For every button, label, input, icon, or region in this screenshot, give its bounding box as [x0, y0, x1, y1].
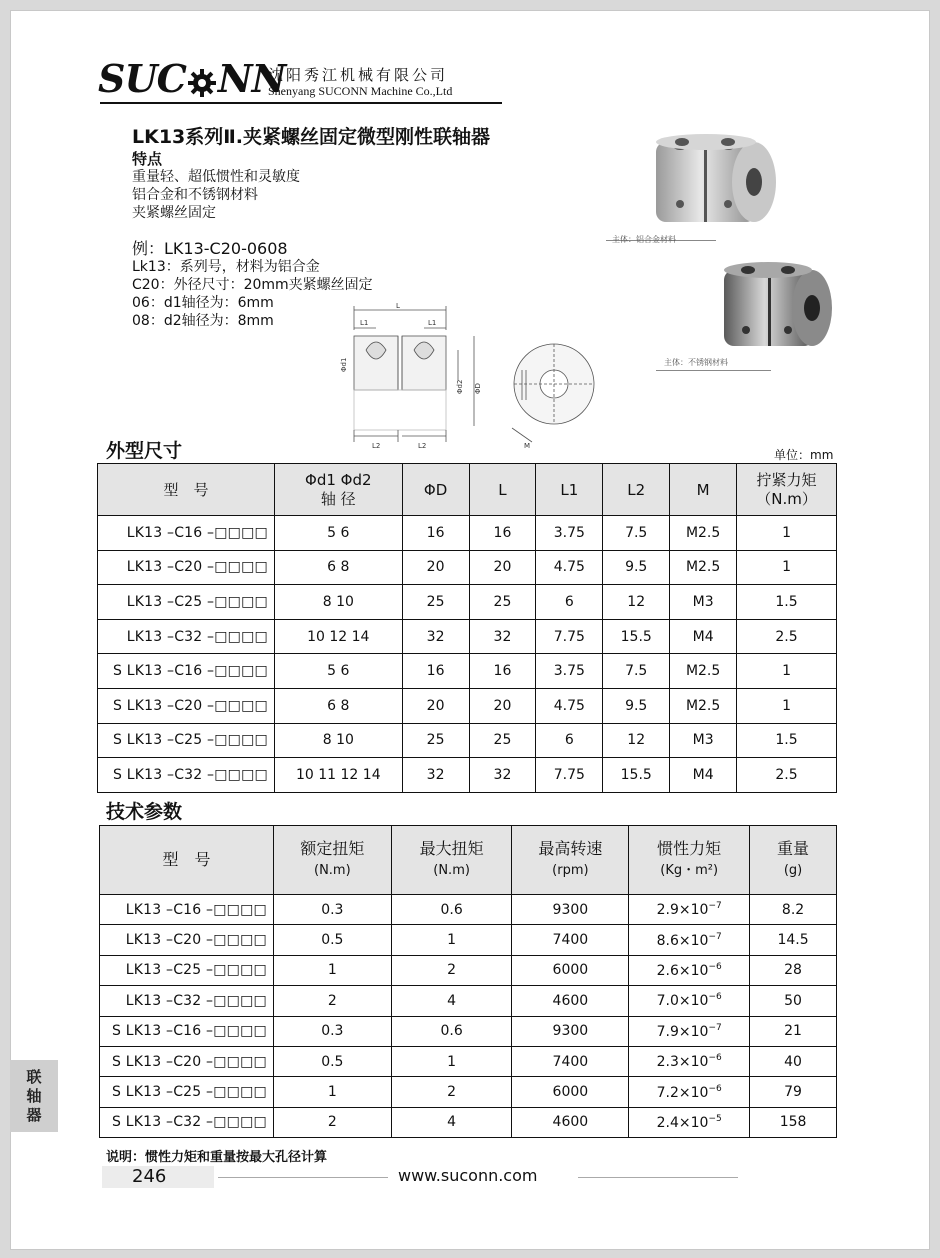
- cell-max-torque: 0.6: [391, 895, 512, 925]
- cell-model: LK13 –C25 –□□□□: [98, 585, 275, 620]
- caption-leader: [656, 370, 771, 371]
- example-line: 06：d1轴径为：6mm: [132, 295, 274, 311]
- dim-M-label: M: [524, 442, 531, 450]
- company-name-cn: 沈阳秀江机械有限公司: [268, 66, 449, 84]
- cell-rated-torque: 0.3: [273, 895, 391, 925]
- cell-L1: 7.75: [536, 619, 603, 654]
- cell-L: 32: [469, 758, 536, 793]
- cell-L2: 9.5: [603, 688, 670, 723]
- col-header-max-torque: 最大扭矩 (N.m): [391, 826, 512, 895]
- cell-max-speed: 9300: [512, 1016, 629, 1046]
- cell-max-torque: 1: [391, 925, 512, 955]
- cell-torque: 1: [737, 550, 837, 585]
- col-header-max-speed: 最高转速 (rpm): [512, 826, 629, 895]
- cell-L1: 3.75: [536, 654, 603, 689]
- cell-L2: 12: [603, 723, 670, 758]
- cell-inertia: $2.6\times 10^{-6}$: [629, 955, 750, 985]
- cell-D: 20: [402, 688, 469, 723]
- cell-M: M3: [670, 723, 737, 758]
- footer-rule-left: [218, 1177, 388, 1178]
- cell-rated-torque: 1: [273, 1077, 391, 1107]
- cell-max-torque: 4: [391, 1107, 512, 1137]
- table-row: [98, 758, 837, 793]
- website-link[interactable]: www.suconn.com: [398, 1166, 538, 1185]
- cell-L: 20: [469, 688, 536, 723]
- cell-max-torque: 0.6: [391, 1016, 512, 1046]
- cell-L1: 4.75: [536, 550, 603, 585]
- feature-item: 夹紧螺丝固定: [132, 205, 216, 221]
- table-row: [98, 516, 837, 551]
- feature-item: 重量轻、超低惯性和灵敏度: [132, 169, 300, 185]
- cell-weight: 79: [750, 1077, 837, 1107]
- cell-inertia: $7.0\times 10^{-6}$: [629, 986, 750, 1016]
- cell-L2: 15.5: [603, 619, 670, 654]
- steel-coupling-photo: [718, 252, 838, 352]
- header-rule: [100, 102, 502, 104]
- table-row: [98, 688, 837, 723]
- dim-L1-label-right: L1: [428, 319, 437, 327]
- technical-drawing: [336, 300, 616, 450]
- cell-L1: 7.75: [536, 758, 603, 793]
- cell-weight: 8.2: [750, 895, 837, 925]
- gear-icon: [187, 68, 217, 98]
- table-row: [100, 895, 837, 925]
- cell-bore: 6 8: [274, 550, 402, 585]
- steel-caption: 主体：不锈钢材料: [664, 358, 728, 367]
- cell-model: S LK13 –C25 –□□□□: [98, 723, 275, 758]
- cell-L: 16: [469, 516, 536, 551]
- cell-max-speed: 9300: [512, 895, 629, 925]
- cell-model: LK13 –C20 –□□□□: [98, 550, 275, 585]
- cell-torque: 1: [737, 688, 837, 723]
- cell-model: LK13 –C32 –□□□□: [100, 986, 274, 1016]
- cell-L2: 7.5: [603, 516, 670, 551]
- cell-inertia: $7.9\times 10^{-7}$: [629, 1016, 750, 1046]
- cell-D: 20: [402, 550, 469, 585]
- cell-inertia: $2.4\times 10^{-5}$: [629, 1107, 750, 1137]
- specs-table: [99, 825, 837, 1138]
- col-header-inertia: 惯性力矩 (Kg・m²): [629, 826, 750, 895]
- dim-L2-label-right: L2: [418, 442, 427, 450]
- cell-max-speed: 6000: [512, 1077, 629, 1107]
- cell-D: 25: [402, 585, 469, 620]
- cell-torque: 1.5: [737, 723, 837, 758]
- table-row: [98, 550, 837, 585]
- cell-max-torque: 2: [391, 1077, 512, 1107]
- cell-inertia: $7.2\times 10^{-6}$: [629, 1077, 750, 1107]
- cell-model: S LK13 –C32 –□□□□: [98, 758, 275, 793]
- cell-M: M4: [670, 758, 737, 793]
- cell-model: S LK13 –C25 –□□□□: [100, 1077, 274, 1107]
- cell-max-speed: 4600: [512, 1107, 629, 1137]
- cell-M: M4: [670, 619, 737, 654]
- cell-M: M2.5: [670, 688, 737, 723]
- suconn-logo: SUC NN: [98, 56, 286, 101]
- cell-L1: 6: [536, 723, 603, 758]
- table-row: [100, 1077, 837, 1107]
- cell-bore: 10 12 14: [274, 619, 402, 654]
- specs-section-title: 技术参数: [106, 801, 183, 823]
- cell-max-speed: 7400: [512, 925, 629, 955]
- cell-rated-torque: 2: [273, 1107, 391, 1137]
- page-number: 246: [132, 1166, 167, 1187]
- cell-torque: 2.5: [737, 619, 837, 654]
- cell-rated-torque: 2: [273, 986, 391, 1016]
- col-header-weight: 重量 (g): [750, 826, 837, 895]
- calculation-note: 说明：惯性力矩和重量按最大孔径计算: [106, 1150, 328, 1165]
- features-block: [132, 150, 300, 222]
- cell-D: 25: [402, 723, 469, 758]
- cell-L2: 7.5: [603, 654, 670, 689]
- cell-D: 32: [402, 619, 469, 654]
- cell-rated-torque: 0.5: [273, 925, 391, 955]
- side-tab-couplings: 联轴器: [10, 1060, 58, 1132]
- cell-torque: 1: [737, 516, 837, 551]
- dimensions-table: [97, 463, 837, 793]
- cell-max-torque: 1: [391, 1046, 512, 1076]
- cell-L: 32: [469, 619, 536, 654]
- aluminum-coupling-photo: [650, 120, 780, 230]
- table-row: [98, 654, 837, 689]
- cell-torque: 1: [737, 654, 837, 689]
- example-line: 08：d2轴径为：8mm: [132, 313, 274, 329]
- table-row: [100, 925, 837, 955]
- cell-D: 16: [402, 654, 469, 689]
- table-row: [98, 585, 837, 620]
- dim-L-label: L: [396, 302, 400, 310]
- cell-bore: 5 6: [274, 654, 402, 689]
- cell-weight: 50: [750, 986, 837, 1016]
- example-line: C20：外径尺寸：20mm夹紧螺丝固定: [132, 277, 373, 293]
- cell-weight: 28: [750, 955, 837, 985]
- table-header-row: [100, 826, 837, 895]
- cell-bore: 6 8: [274, 688, 402, 723]
- cell-model: S LK13 –C32 –□□□□: [100, 1107, 274, 1137]
- cell-L2: 12: [603, 585, 670, 620]
- col-header-rated-torque: 额定扭矩 (N.m): [273, 826, 391, 895]
- cell-bore: 10 11 12 14: [274, 758, 402, 793]
- dim-L1-label-left: L1: [360, 319, 369, 327]
- cell-L1: 6: [536, 585, 603, 620]
- cell-weight: 21: [750, 1016, 837, 1046]
- table-row: [98, 723, 837, 758]
- cell-bore: 8 10: [274, 585, 402, 620]
- cell-L: 25: [469, 585, 536, 620]
- dim-L2-label-left: L2: [372, 442, 381, 450]
- cell-rated-torque: 1: [273, 955, 391, 985]
- company-name-en: Shenyang SUCONN Machine Co.,Ltd: [268, 84, 453, 98]
- product-title: LK13系列Ⅱ.夹紧螺丝固定微型刚性联轴器: [132, 126, 491, 148]
- cell-model: S LK13 –C16 –□□□□: [100, 1016, 274, 1046]
- cell-weight: 40: [750, 1046, 837, 1076]
- cell-M: M2.5: [670, 654, 737, 689]
- cell-inertia: $2.9\times 10^{-7}$: [629, 895, 750, 925]
- col-header-L: L: [469, 464, 536, 516]
- dim-D-label: ΦD: [474, 383, 482, 394]
- cell-model: S LK13 –C20 –□□□□: [98, 688, 275, 723]
- col-header-bore: Φd1 Φd2 轴 径: [274, 464, 402, 516]
- col-header-M: M: [670, 464, 737, 516]
- cell-max-speed: 4600: [512, 986, 629, 1016]
- cell-M: M2.5: [670, 550, 737, 585]
- col-header-torque: 拧紧力矩 （N.m）: [737, 464, 837, 516]
- feature-item: 铝合金和不锈钢材料: [132, 187, 258, 203]
- cell-rated-torque: 0.3: [273, 1016, 391, 1046]
- col-header-D: ΦD: [402, 464, 469, 516]
- cell-model: LK13 –C25 –□□□□: [100, 955, 274, 985]
- aluminum-caption: 主体：铝合金材料: [612, 235, 676, 244]
- cell-model: S LK13 –C16 –□□□□: [98, 654, 275, 689]
- cell-max-torque: 2: [391, 955, 512, 985]
- cell-torque: 2.5: [737, 758, 837, 793]
- col-header-L1: L1: [536, 464, 603, 516]
- cell-L2: 9.5: [603, 550, 670, 585]
- dim-d1-label: Φd1: [340, 357, 348, 372]
- unit-label: 单位：mm: [774, 448, 834, 462]
- cell-inertia: $2.3\times 10^{-6}$: [629, 1046, 750, 1076]
- col-header-model: 型 号: [100, 826, 274, 895]
- cell-weight: 158: [750, 1107, 837, 1137]
- dimensions-section-title: 外型尺寸: [106, 440, 183, 462]
- cell-L1: 4.75: [536, 688, 603, 723]
- cell-weight: 14.5: [750, 925, 837, 955]
- table-row: [100, 1046, 837, 1076]
- cell-bore: 8 10: [274, 723, 402, 758]
- example-heading: 例：LK13-C20-0608: [132, 239, 288, 258]
- cell-D: 32: [402, 758, 469, 793]
- cell-model: S LK13 –C20 –□□□□: [100, 1046, 274, 1076]
- features-heading: 特点: [132, 150, 163, 168]
- col-header-model: 型 号: [98, 464, 275, 516]
- cell-M: M2.5: [670, 516, 737, 551]
- cell-bore: 5 6: [274, 516, 402, 551]
- cell-max-speed: 7400: [512, 1046, 629, 1076]
- cell-L: 25: [469, 723, 536, 758]
- example-line: Lk13：系列号，材料为铝合金: [132, 259, 320, 275]
- cell-L: 16: [469, 654, 536, 689]
- cell-inertia: $8.6\times 10^{-7}$: [629, 925, 750, 955]
- cell-L1: 3.75: [536, 516, 603, 551]
- cell-L: 20: [469, 550, 536, 585]
- cell-model: LK13 –C16 –□□□□: [100, 895, 274, 925]
- table-row: [98, 619, 837, 654]
- cell-model: LK13 –C32 –□□□□: [98, 619, 275, 654]
- cell-rated-torque: 0.5: [273, 1046, 391, 1076]
- cell-max-torque: 4: [391, 986, 512, 1016]
- table-row: [100, 955, 837, 985]
- cell-model: LK13 –C20 –□□□□: [100, 925, 274, 955]
- cell-torque: 1.5: [737, 585, 837, 620]
- cell-model: LK13 –C16 –□□□□: [98, 516, 275, 551]
- cell-max-speed: 6000: [512, 955, 629, 985]
- table-row: [100, 986, 837, 1016]
- cell-D: 16: [402, 516, 469, 551]
- col-header-L2: L2: [603, 464, 670, 516]
- cell-M: M3: [670, 585, 737, 620]
- table-row: [100, 1016, 837, 1046]
- table-row: [100, 1107, 837, 1137]
- footer-rule-right: [578, 1177, 738, 1178]
- table-header-row: [98, 464, 837, 516]
- dim-d2-label: Φd2: [456, 379, 464, 394]
- cell-L2: 15.5: [603, 758, 670, 793]
